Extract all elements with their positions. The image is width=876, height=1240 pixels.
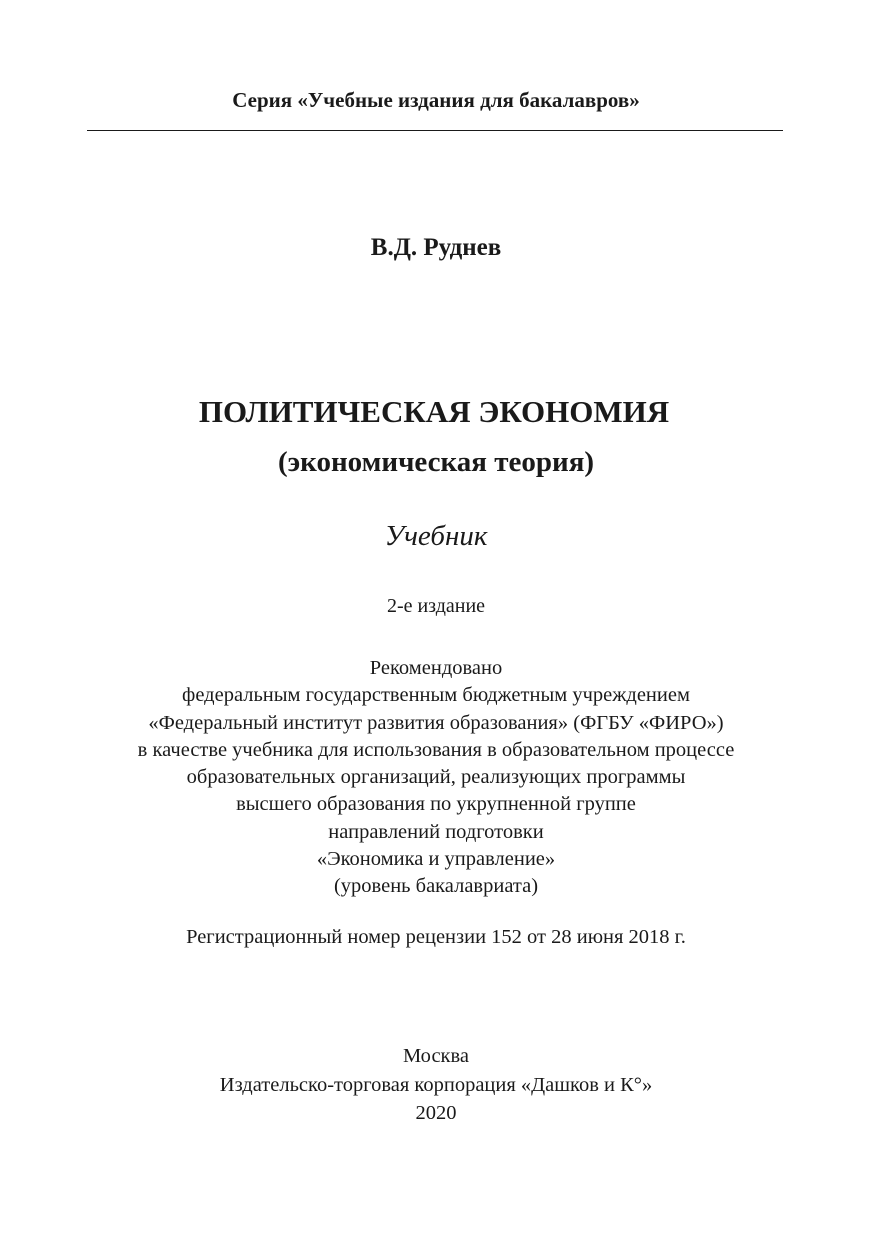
recommendation-line: в качестве учебника для использования в образовательном процессе bbox=[137, 738, 735, 761]
recommendation-line: Рекомендовано bbox=[369, 657, 503, 679]
publication-type: Учебник bbox=[384, 520, 488, 552]
series-divider bbox=[87, 130, 783, 131]
imprint-city: Москва bbox=[402, 1045, 470, 1067]
series-heading: Серия «Учебные издания для бакалавров» bbox=[232, 88, 640, 112]
recommendation-line: «Федеральный институт развития образования» (ФГБУ «ФИРО») bbox=[148, 711, 724, 734]
recommendation-line: направлений подготовки bbox=[328, 820, 544, 843]
recommendation-line: «Экономика и управление» bbox=[316, 848, 556, 871]
recommendation-block bbox=[0, 655, 874, 901]
recommendation-line: образовательных организаций, реализующих программы bbox=[186, 766, 686, 789]
recommendation-line: (уровень бакалавриата) bbox=[333, 875, 539, 898]
recommendation-line: высшего образования по укрупненной группе bbox=[236, 793, 636, 816]
book-title: ПОЛИТИЧЕСКАЯ ЭКОНОМИЯ bbox=[198, 394, 670, 429]
review-registration: Регистрационный номер рецензии 152 от 28 июня 2018 г. bbox=[186, 926, 686, 948]
imprint-year: 2020 bbox=[415, 1102, 457, 1124]
imprint-publisher: Издательско-торговая корпорация «Дашков и К°» bbox=[219, 1073, 653, 1096]
recommendation-line: федеральным государственным бюджетным учреждением bbox=[182, 684, 690, 707]
book-subtitle: (экономическая теория) bbox=[277, 446, 595, 478]
edition-label: 2-е издание bbox=[386, 595, 486, 617]
imprint-block bbox=[0, 1042, 874, 1128]
author-name: В.Д. Руднев bbox=[370, 234, 502, 261]
